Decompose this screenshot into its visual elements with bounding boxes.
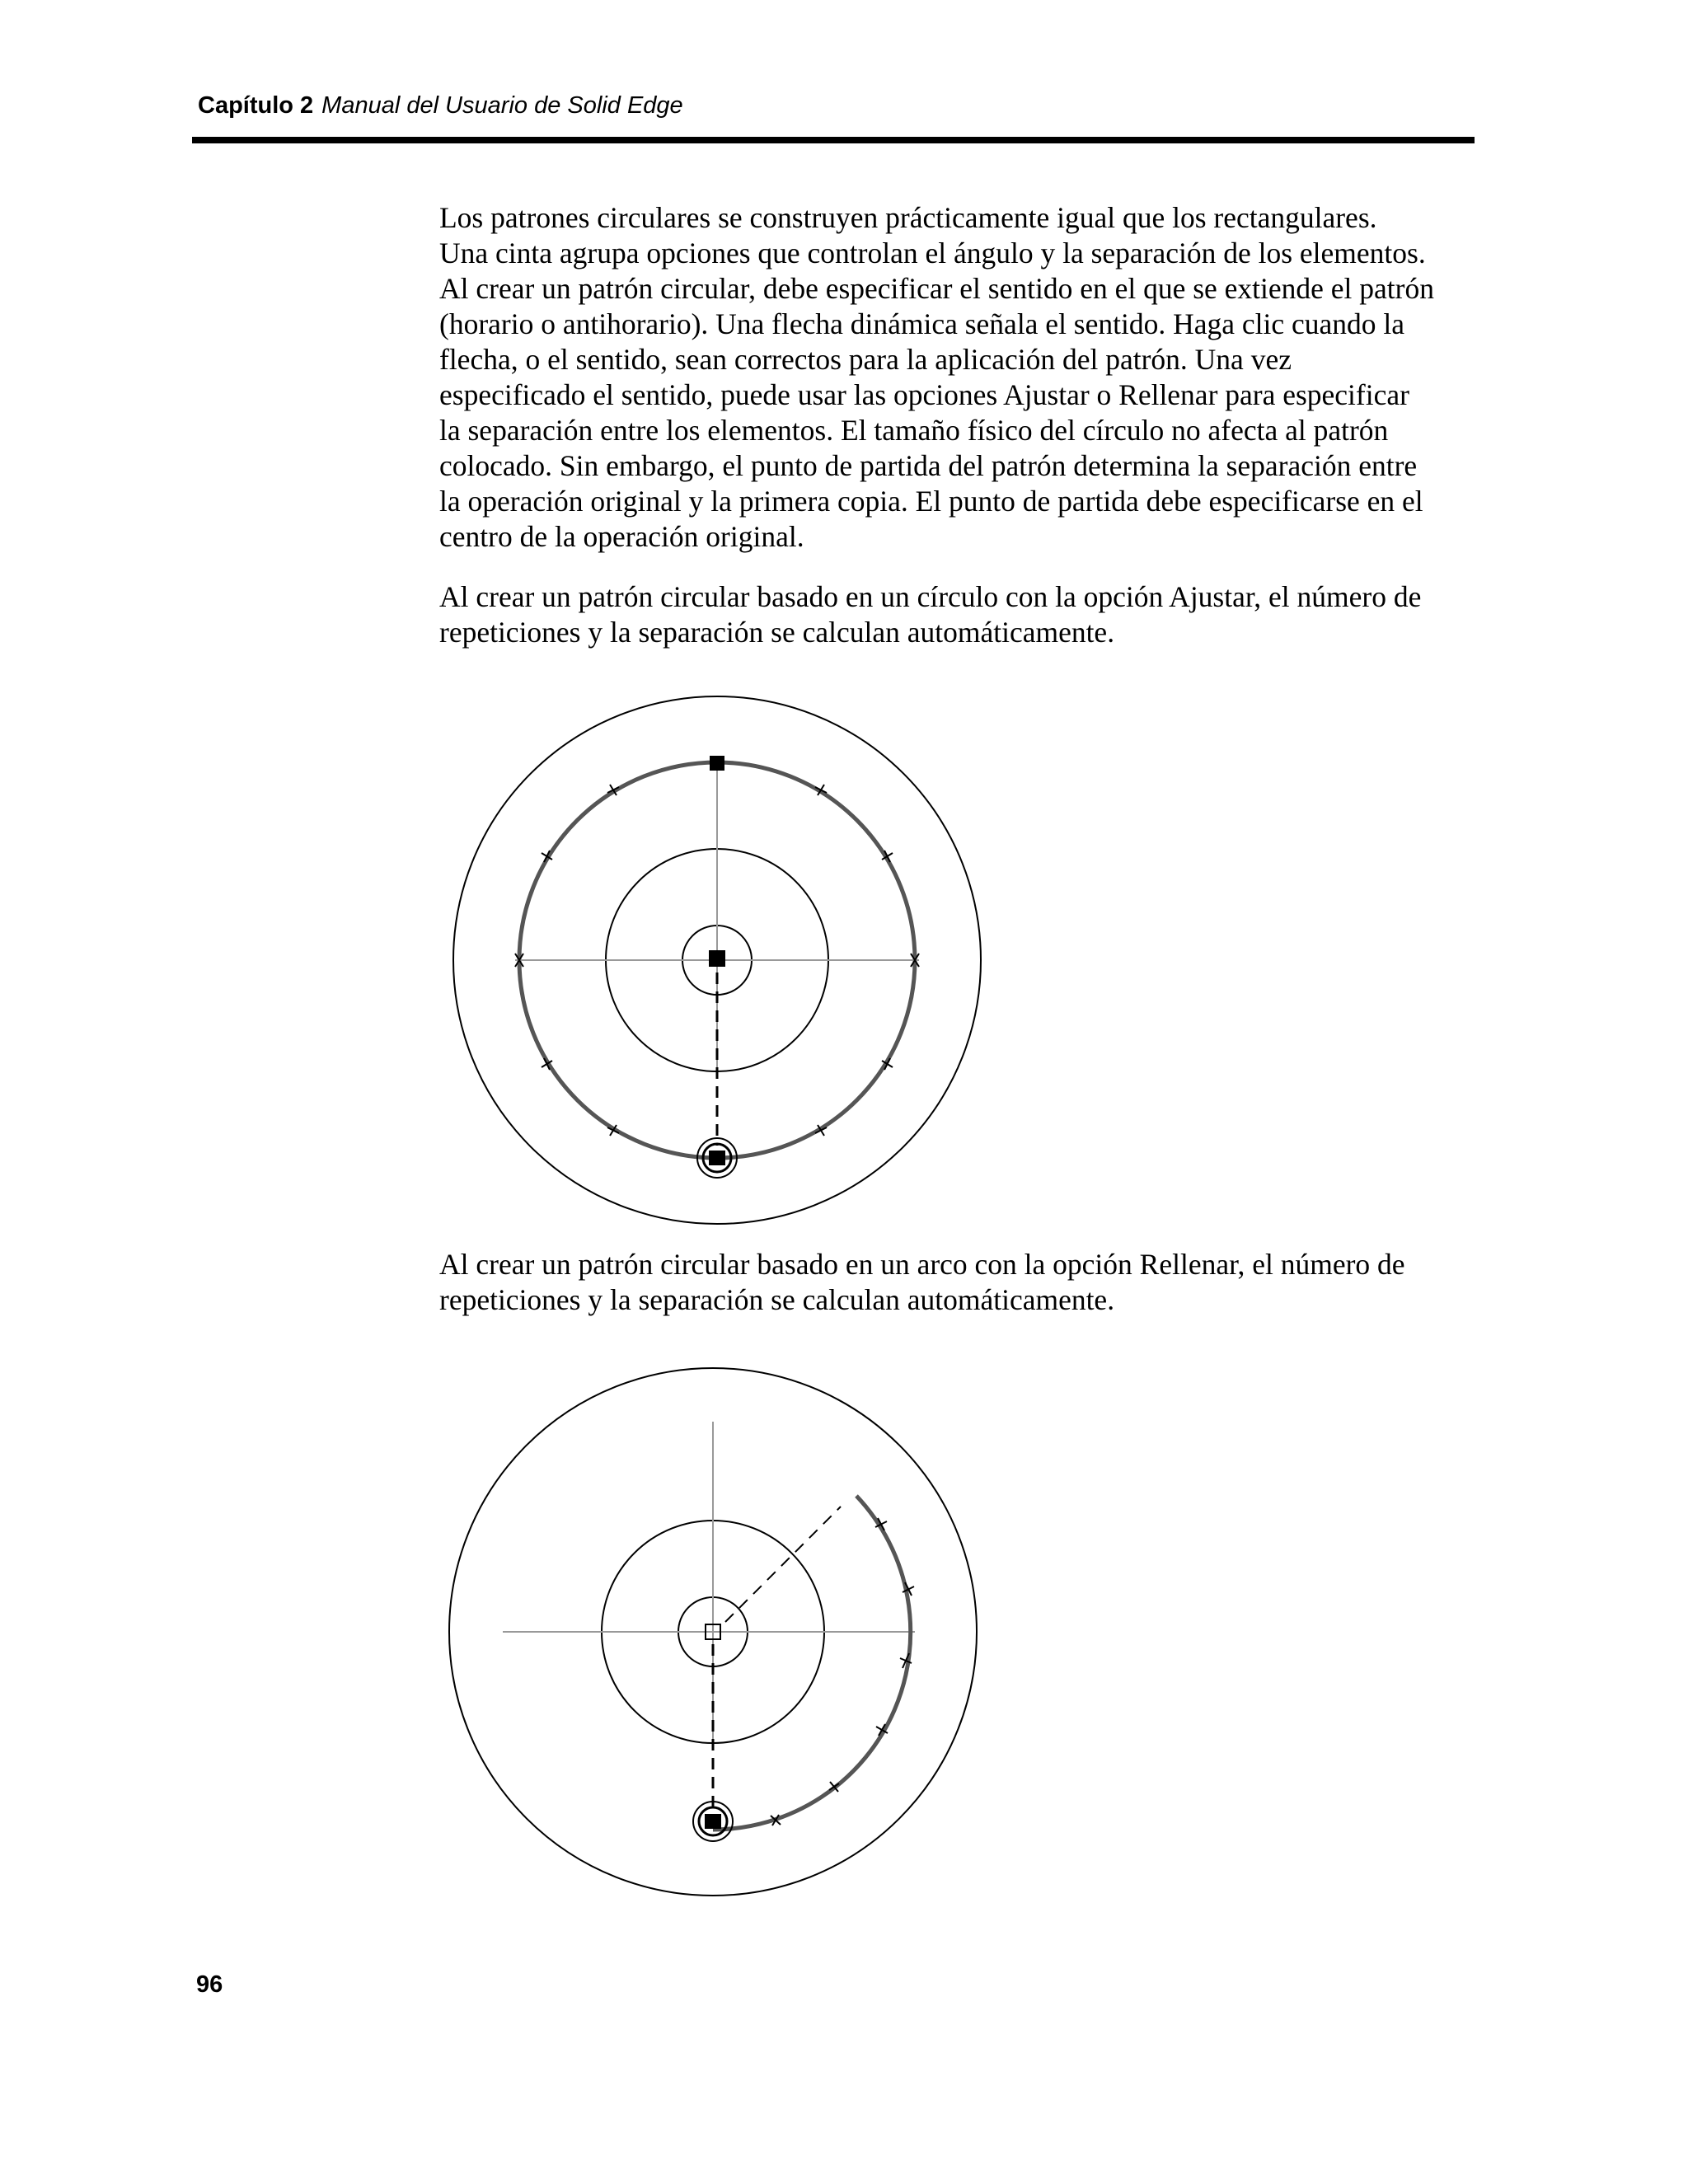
text-line: Al crear un patrón circular, debe especificar el sentido en el que se extiende el patrón — [439, 272, 1434, 305]
pattern-path-arc — [713, 1496, 911, 1830]
circular-pattern-fit-figure — [445, 688, 989, 1232]
text-line: repeticiones y la separación se calculan automáticamente. — [439, 1283, 1115, 1316]
circular-pattern-fill-figure — [441, 1360, 985, 1904]
page-number: 96 — [196, 1971, 223, 1998]
top-marker — [710, 756, 724, 771]
text-line: Una cinta agrupa opciones que controlan el ángulo y la separación de los elementos. — [439, 237, 1426, 269]
text-line: colocado. Sin embargo, el punto de partida del patrón determina la separación entre — [439, 449, 1418, 482]
center-marker — [709, 950, 725, 967]
fill-option-paragraph — [439, 1247, 1478, 1318]
text-line: flecha, o el sentido, sean correctos para la aplicación del patrón. Una vez — [439, 343, 1292, 376]
text-line: repeticiones y la separación se calculan automáticamente. — [439, 616, 1115, 649]
original-feature-marker — [697, 1138, 737, 1178]
fit-option-paragraph — [439, 579, 1478, 650]
intro-paragraph — [439, 200, 1478, 555]
text-line: la operación original y la primera copia. El punto de partida debe especificarse en el — [439, 485, 1423, 518]
chapter-label: Capítulo 2 — [198, 92, 314, 119]
text-line: Al crear un patrón circular basado en un arco con la opción Rellenar, el número de — [439, 1248, 1405, 1281]
text-line: centro de la operación original. — [439, 520, 804, 553]
text-line: Los patrones circulares se construyen prácticamente igual que los rectangulares. — [439, 201, 1377, 234]
original-feature-marker — [693, 1802, 733, 1841]
text-line: la separación entre los elementos. El tamaño físico del círculo no afecta al patrón — [439, 414, 1389, 447]
text-line: (horario o antihorario). Una flecha dinámica señala el sentido. Haga clic cuando la — [439, 307, 1404, 340]
header-rule — [192, 137, 1475, 143]
text-line: Al crear un patrón circular basado en un círculo con la opción Ajustar, el número de — [439, 580, 1422, 613]
text-line: especificado el sentido, puede usar las opciones Ajustar o Rellenar para especificar — [439, 378, 1409, 411]
manual-title: Manual del Usuario de Solid Edge — [321, 92, 683, 119]
running-header — [198, 92, 683, 120]
